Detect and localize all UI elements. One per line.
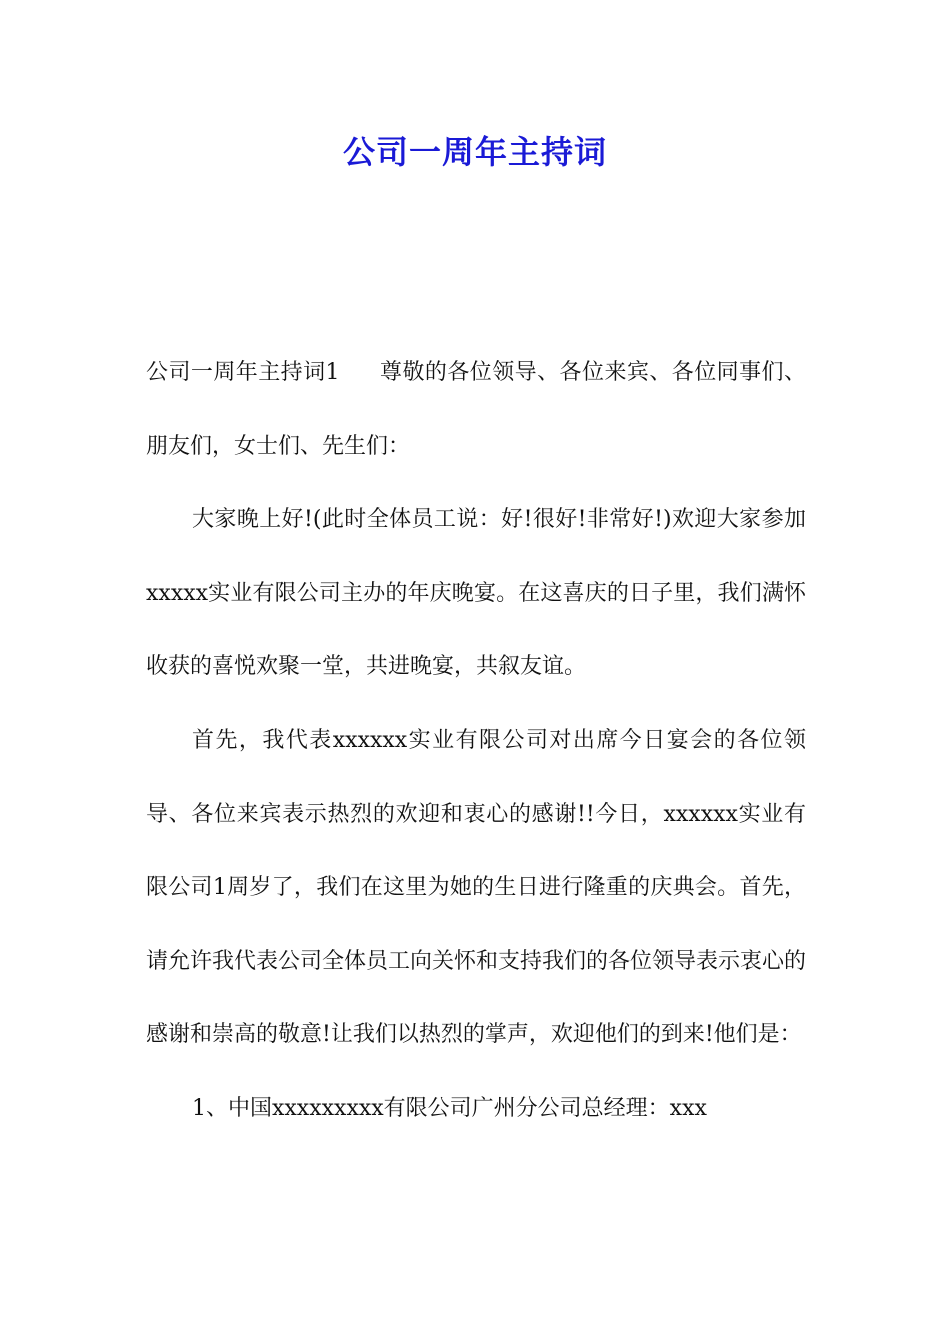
document-title: 公司一周年主持词 <box>342 133 607 171</box>
paragraph-1: 大家晚上好!(此时全体员工说：好!很好!非常好!)欢迎大家参加xxxxx实业有限公司主办的年庆晚宴。在这喜庆的日子里，我们满怀收获的喜悦欢聚一堂，共进晚宴，共叙友谊。 <box>146 507 806 680</box>
paragraph-intro <box>146 336 806 483</box>
paragraph-2: 首先，我代表xxxxxx实业有限公司对出席今日宴会的各位领导、各位来宾表示热烈的欢迎和衷心的感谢!!今日，xxxxxx实业有限公司1周岁了，我们在这里为她的生日进行隆重的庆典会。首先，请允许我代表公司全体员工向关怀和支持我们的各位领导表示衷心的感谢和崇高的敬意!让我们以热烈的掌声，欢迎他们的到来!他们是： <box>146 727 807 1048</box>
intro-heading: 公司一周年主持词1 <box>146 360 340 385</box>
document-body <box>146 336 806 1146</box>
paragraph-3: 1、中国xxxxxxxxx有限公司广州分公司总经理：xxx <box>192 1095 707 1121</box>
intro-greeting: 尊敬的各位领导、各位来宾、各位同事们、朋友们，女士们、先生们： <box>146 360 806 459</box>
